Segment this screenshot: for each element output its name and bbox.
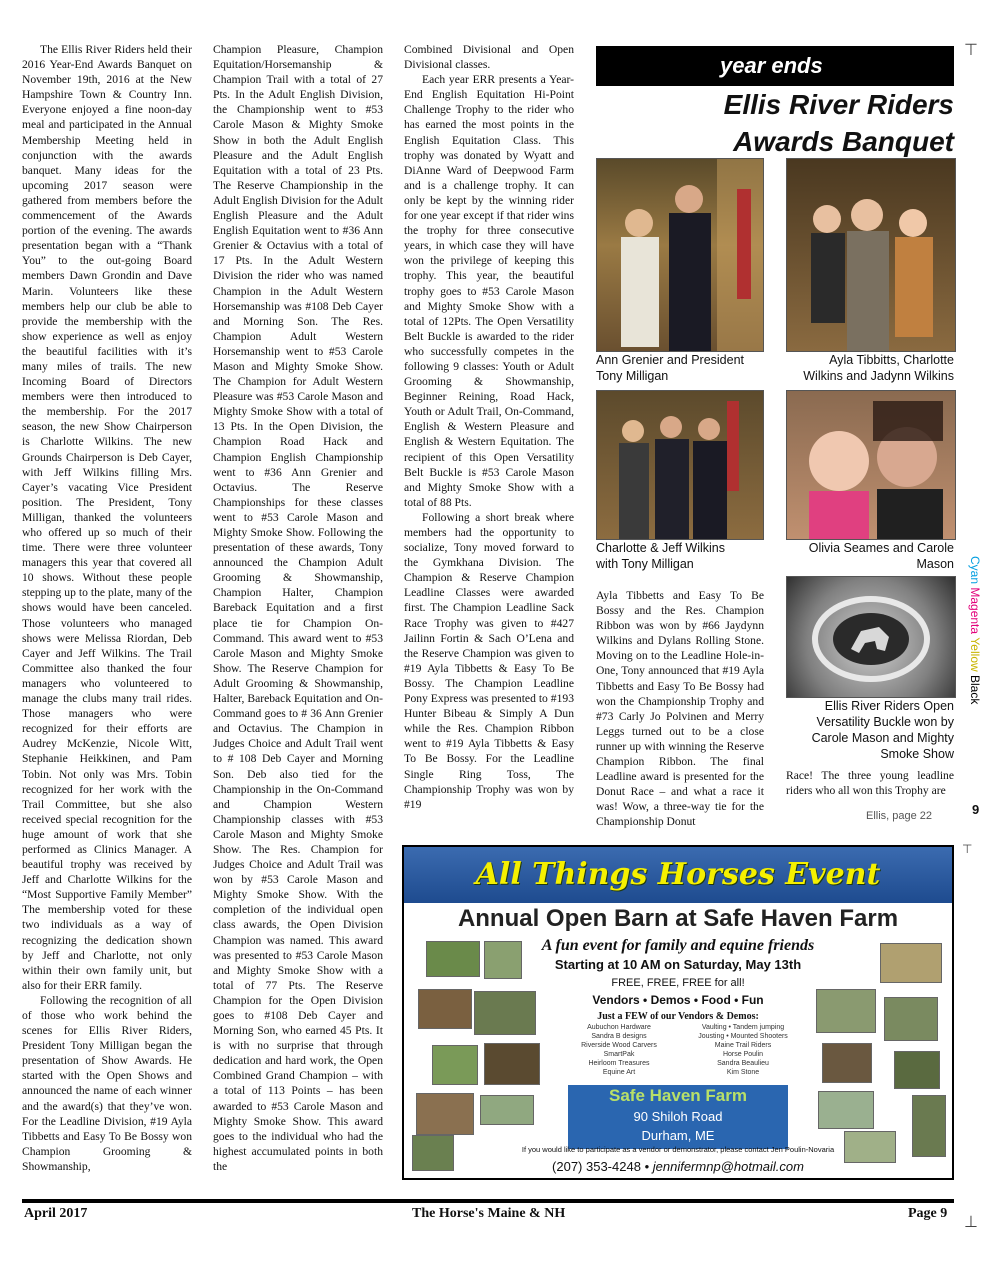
article-paragraph: Combined Divisional and Open Divisional classes. bbox=[404, 43, 574, 72]
article-column-2 bbox=[213, 42, 383, 1174]
jump-line: Ellis, page 22 bbox=[866, 810, 933, 822]
ad-contact: If you would like to participate as a vendor or demonstrator, please contact Jen Poulin-Novaria bbox=[521, 1145, 835, 1154]
section-bar: year ends bbox=[596, 46, 954, 86]
ad-photo-horse bbox=[880, 943, 942, 983]
ad-photo-horse bbox=[816, 989, 876, 1033]
color-label-cyan: Cyan bbox=[968, 556, 982, 585]
ad-photo-horse bbox=[818, 1091, 874, 1129]
headline bbox=[596, 86, 954, 160]
margin-page-number: 9 bbox=[972, 802, 980, 817]
photo-charlotte-jeff-tony bbox=[596, 390, 764, 540]
photo-olivia-carole bbox=[786, 390, 956, 540]
ad-photo-horse bbox=[894, 1051, 940, 1089]
article-paragraph: Each year ERR presents a Year-End English Equitation Hi-Point Challenge Trophy to the rider who has earned the most points in the English Equitation Class. This trophy was donated by Wyatt and DiAnne Ward of Deepwood Farm and is a challenge trophy. It can only be kept by the winning rider for one year except if that rider wins the trophy for three consecutive years, in which case they will have won the privilege of keeping this trophy. This year, the beautiful trophy goes to #53 Carole Mason and Mighty Smoke Show with a total of 12Pts. The Open Versatility Belt Buckle is awarded to the rider who successfully competes in the following 9 classes: Youth or Adult Grooming & Showmanship, Beginner Reining, Road Hack, Youth or Adult Trail, On-Command, English & Western Pleasure and English & Western Equitation. The recipient of this Open Versatility Belt Buckle is #53 Carole Mason and Mighty Smoke Show with a total of 88 Pts. bbox=[404, 73, 574, 509]
photo-figures bbox=[597, 391, 763, 539]
ad-photo-horse bbox=[412, 1135, 454, 1171]
article-column-5: Race! The three young leadline riders who all won this Trophy are bbox=[786, 769, 954, 798]
crop-mark-icon: ⊤ bbox=[964, 42, 978, 59]
ad-photo-horse bbox=[416, 1093, 474, 1135]
article-column-4: Ayla Tibbetts and Easy To Be Bossy and the Res. Champion Ribbon was won by #66 Jaydynn Wilkins and Dylans Rolling Stone. Moving on to the Leadline Hole-in-One, Tony announced that #19 Ayla Tibbetts and Easy To Be Bossy had won the Championship Trophy and #73 Carly Jo Polvinen and Merry Leggs turned out to be a close runner up with winning the Reserve Champion Ribbon. The final Leadline award is presented for the Donut Race – and what a race it was! Wow, a three-way tie for the Championship Donut bbox=[596, 589, 764, 829]
ad-tagline: A fun event for family and equine friends bbox=[541, 937, 815, 954]
ad-vendors: Vendors • Demos • Food • Fun bbox=[592, 993, 764, 1007]
ad-start-time: Starting at 10 AM on Saturday, May 13th bbox=[554, 957, 802, 972]
ad-vendor-list-right: Vaulting • Tandem jumping Jousting • Mounted Shooters Maine Trail Riders Horse Poulin Sandra Beaulieu Kim Stone bbox=[698, 1024, 788, 1076]
ad-few: Just a FEW of our Vendors & Demos: bbox=[597, 1011, 759, 1022]
crop-mark-icon: ⊥ bbox=[964, 1214, 978, 1231]
color-registration-strip bbox=[968, 556, 982, 704]
ad-free: FREE, FREE, FREE for all! bbox=[611, 977, 745, 989]
headline-line-1: Ellis River Riders bbox=[723, 89, 954, 120]
ad-photo-horse bbox=[884, 997, 938, 1041]
crop-mark-icon: ⊤ bbox=[962, 842, 973, 856]
ad-town: Durham, ME bbox=[641, 1128, 715, 1143]
caption-4: Olivia Seames and Carole Mason bbox=[808, 541, 954, 571]
ad-road: 90 Shiloh Road bbox=[633, 1109, 723, 1124]
ad-photo-horse bbox=[432, 1045, 478, 1085]
ad-headline: Annual Open Barn at Safe Haven Farm bbox=[457, 905, 899, 932]
advertisement-open-barn bbox=[402, 845, 954, 1180]
caption-2: Ayla Tibbitts, Charlotte Wilkins and Jadynn Wilkins bbox=[803, 353, 954, 383]
ad-separator: • bbox=[644, 1159, 650, 1174]
buckle-horse-icon bbox=[787, 577, 955, 697]
article-paragraph: Following the recognition of all of those who work behind the scenes for Ellis River Riders, President Tony Milligan began the presentation of Show Awards. He started with the Open Shows and announced the name of each winner and the award(s) that they’ve won. For the Leadline Division, #19 Ayla Tibbetts and Easy To Be Bossy won Champion Grooming & Showmanship, bbox=[22, 993, 192, 1173]
footer-publication: The Horse's Maine & NH bbox=[412, 1206, 566, 1221]
photo-figures bbox=[787, 159, 955, 351]
ad-photo-horse bbox=[844, 1131, 896, 1163]
ad-vendor-list-left: Aubuchon Hardware Sandra B designs Riverside Wood Carvers SmartPak Heirloom Treasures Equine Art bbox=[581, 1024, 657, 1076]
color-label-yellow: Yellow bbox=[968, 637, 982, 672]
article-paragraph: The Ellis River Riders held their 2016 Year-End Awards Banquet on November 19th, 2016 at the New Hampshire Town & Country Inn. Everyone enjoyed a fine noon-day meal and participated in the Annual Membership Meeting held in conjunction with the awards banquet. Many ideas for the upcoming 2017 season were gathered from members before the commencement of the Awards portion of the evening. The awards presentation began with a “Thank You” to the out-going Board members Dawn Grondin and Dave Marin. Volunteers like these members help our club be able to provide the membership with the show experience as well as enjoy the beautiful facilities with it’s many miles of trails. The new Incoming Board of Directors members were then introduced to the membership. For the 2017 season, the new Show Chairperson is Charlotte Wilkins. The new Grounds Chairperson is Deb Cayer, with Jeff Wilkins filling Mrs. Cayer’s vacating Vice President position. The President, Tony Milligan, thanked the volunteers who offered up so much of their time. There were three volunteer managers this year that covered all 10 shows. Without these people stepping up to the plate, many of the shows would have been canceled. Those volunteers who managed shows were Melissa Riordan, Deb Cayer and Jeff Wilkins. The Trail Committee also thanked the four managers who volunteered to manage the clubs many trail rides. Those managers who were recognized for their efforts are Audrey McKenzie, Nicole Witt, Stephanie Heikkinen, and Pam Tobin. Not only was Mrs. Tobin recognized for her work with the Trail Committee, but she also received special recognition for the huge amount of work that she performed as Clinics Manager. A beautiful trophy was received by Jeff and Charlotte Wilkins for the “Most Supportive Family Member” The membership voted for these two individuals as a way of recognizing the dedication shown by Jeff and Charlotte, not only within their own family unit, but also for their ERR family. bbox=[22, 43, 192, 992]
ad-photo-horse bbox=[474, 991, 536, 1035]
ad-farm-box bbox=[568, 1085, 788, 1149]
article-paragraph: Following a short break where members had the opportunity to socialize, Tony moved forward to the Gymkhana Division. The Champion & Reserve Champion Leadline Classes were awarded first. The Champion Leadline Sack Race Trophy was given to #427 Jailinn Fortin & Sach O’Lena and the Reserve Champion was given to #19 Ayla Tibbetts & Easy To Be Bossy. The Champion Leadline Pony Express was presented to #193 Hunter Bibeau & Simply A Dun while the Res. Champion Ribbon went to #19 Ayla Tibbetts & Easy To Be Bossy. For the Leadline Single Ring Toss, The Championship Trophy was won by #19 bbox=[404, 510, 574, 811]
color-label-black: Black bbox=[968, 675, 982, 705]
photo-ayla-charlotte-jadynn bbox=[786, 158, 956, 352]
ad-photo-horse bbox=[418, 989, 472, 1029]
footer-page: Page 9 bbox=[908, 1206, 948, 1221]
caption-3: Charlotte & Jeff Wilkins with Tony Milligan bbox=[596, 541, 725, 571]
article-column-3 bbox=[404, 42, 574, 812]
ad-email: jennifermnp@hotmail.com bbox=[652, 1159, 804, 1174]
ad-photo-horse bbox=[426, 941, 480, 977]
footer-date: April 2017 bbox=[24, 1206, 88, 1221]
ad-photo-horse bbox=[822, 1043, 872, 1083]
ad-photo-horse bbox=[484, 941, 522, 979]
article-paragraph: Champion Pleasure, Champion Equitation/Horsemanship & Champion Trail with a total of 27 Pts. In the Adult English Division, the Championship went to #53 Carole Mason & Mighty Smoke Show in both the Adult English Pleasure and the Adult English Equitation with a total of 23 Pts. The Reserve Championship in the Adult English Division for the Adult English Pleasure and the Adult English Equitation went to #36 Ann Grenier & Octavius with a total of 17 Pts. In the Adult Western Division the rider who was named Champion in the Adult Western Horsemanship was #108 Deb Cayer and Morning Son. The Res. Champion Adult Western Horsemanship went to #53 Carole Mason and Mighty Smoke Show. The Champion for Adult Western Pleasure was #53 Carole Mason and Mighty Smoke Show with a total of 13 Pts. In the Open Division, the Champion Road Hack and Champion English Championship went to #36 Ann Grenier and Octavius. The Reserve Championships for these classes went to #53 Carole Mason and Mighty Smoke Show. Following the presentation of these awards, Tony announced the Champion Adult Grooming & Showmanship, Champion Halter, Champion Bareback Equitation and a first place tie for Champion On-Command. This award went to #53 Carole Mason and Mighty Smoke Show. The Reserve Champion for Adult Grooming & Showmanship, Halter, Bareback Equitation and On-Command goes to # 36 Ann Grenier and Octavius. The Champion in Judges Choice and Adult Trail went to # 108 Deb Cayer and Morning Son. Deb also tied for the Championship in the On-Command and Champion Western Championship classes with #53 Carole Mason and Mighty Smoke Show. The Res. Champion for Judges Choice and Adult Trail was won by #53 Carole Mason and Mighty Smoke Show. With the completion of the individual open class awards, the Open Division Champion was named. This award was presented to #53 Carole Mason and Mighty Smoke Show with a total of 77 Pts. The Reserve Champion for the Open Division goes to #108 Deb Cayer and Morning Son, who earned 45 Pts. It is with no surprise that through dedication and hard work, the Open Combined Grand Champion – with a total of 113 Points – has been awarded to #53 Carole Mason and Mighty Smoke Show. This award goes to the individual who had the highest accumulated points in both the bbox=[213, 43, 383, 1173]
caption-5: Ellis River Riders Open Versatility Buckle won by Carole Mason and Mighty Smoke Show bbox=[811, 699, 954, 761]
headline-line-2: Awards Banquet bbox=[733, 126, 954, 157]
ad-photo-horse bbox=[484, 1043, 540, 1085]
article-column-1 bbox=[22, 42, 192, 1174]
ad-photo-horse bbox=[480, 1095, 534, 1125]
ad-photo-horse bbox=[912, 1095, 946, 1157]
photo-figures bbox=[787, 391, 955, 539]
photo-figures bbox=[597, 159, 763, 351]
ad-phone-email bbox=[464, 1159, 892, 1174]
photo-ann-tony bbox=[596, 158, 764, 352]
ad-title: All Things Horses Event bbox=[475, 857, 881, 892]
footer-rule bbox=[22, 1199, 954, 1203]
photo-belt-buckle bbox=[786, 576, 956, 698]
color-label-magenta: Magenta bbox=[968, 587, 982, 635]
ad-phone: (207) 353-4248 bbox=[552, 1159, 641, 1174]
caption-1: Ann Grenier and President Tony Milligan bbox=[596, 353, 745, 383]
ad-farm-name: Safe Haven Farm bbox=[609, 1086, 747, 1105]
